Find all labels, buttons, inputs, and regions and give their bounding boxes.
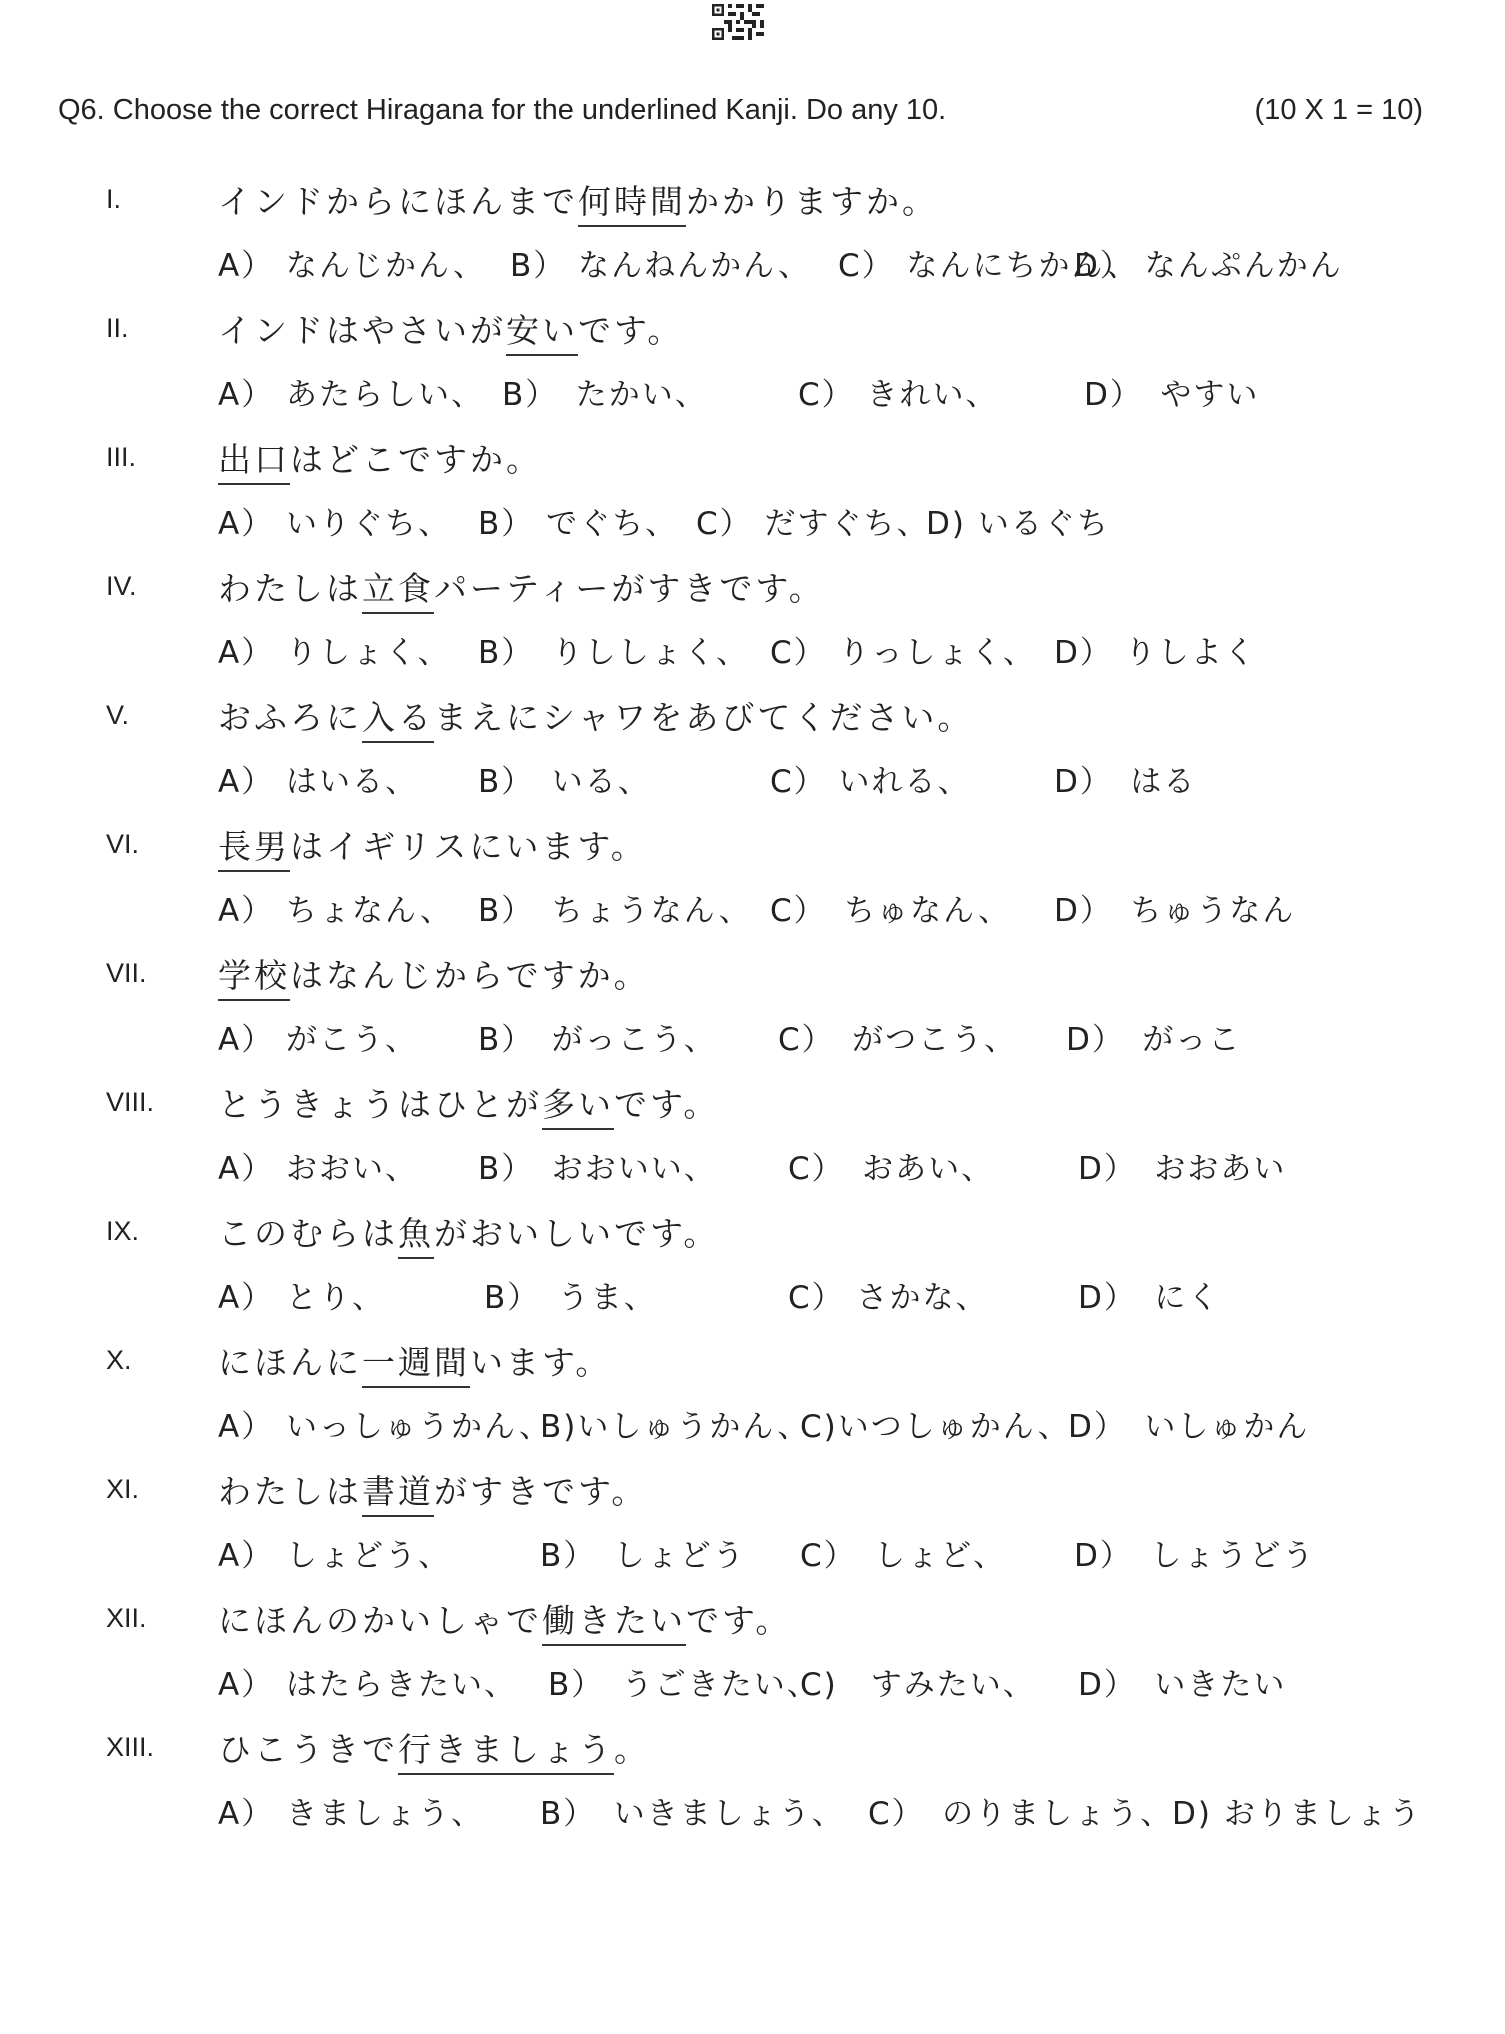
question-item [0,1331,1505,1460]
question-number: III. [106,442,137,472]
answer-option: B） うま、 [484,1280,657,1316]
question-number: II. [106,313,129,343]
answer-option: D） はる [1054,764,1197,800]
question-sentence [218,176,938,223]
sentence-text: がすきです。 [434,1472,648,1511]
sentence-text: インドからにほんまで [218,182,578,221]
answer-option: C） ちゅなん、 [770,893,1012,929]
answer-option: B)いしゅうかん、 [540,1409,811,1445]
question-number: IV. [106,571,137,601]
answer-option: C) すみたい、 [800,1667,1036,1703]
question-number: VIII. [106,1087,155,1117]
question-item [0,815,1505,944]
question-item [0,1073,1505,1202]
answer-options [0,1143,1505,1193]
answer-option: D） やすい [1084,377,1260,413]
answer-option: A） りしょく、 [218,635,451,671]
question-sentence [218,563,825,610]
underlined-kanji: 多い [542,1085,614,1130]
sentence-text: はイギリスにいます。 [290,827,647,866]
sentence-text: 。 [614,1730,650,1769]
question-sentence [218,1079,719,1126]
sentence-text: わたしは [218,569,362,608]
sentence-text: です。 [578,311,684,350]
answer-option: A） いりぐち、 [218,506,452,542]
question-sentence [218,1724,650,1771]
answer-options [0,627,1505,677]
answer-option: B） いる、 [478,764,651,800]
answer-option: D） いきたい [1078,1667,1287,1703]
answer-options [0,369,1505,419]
question-item [0,428,1505,557]
answer-option: A） ちょなん、 [218,893,453,929]
question-header [58,94,1423,127]
underlined-kanji: 一週間 [362,1343,470,1388]
answer-options [0,1401,1505,1451]
underlined-kanji: 働きたい [542,1601,686,1646]
question-item [0,1202,1505,1331]
question-item [0,944,1505,1073]
underlined-kanji: 何時間 [578,182,686,227]
answer-options [0,1530,1505,1580]
underlined-kanji: 出口 [218,440,290,485]
question-sentence [218,950,650,997]
answer-option: A） がこう、 [218,1022,419,1058]
underlined-kanji: 入る [362,698,434,743]
question-item [0,557,1505,686]
answer-option: A） なんじかん、 [218,248,486,284]
question-instruction: Q6. Choose the correct Hiragana for the underlined Kanji. Do any 10. [58,94,947,126]
sentence-text: はなんじからですか。 [290,956,650,995]
question-sentence [218,1595,791,1642]
answer-options [0,240,1505,290]
qr-code-icon [712,4,764,40]
underlined-kanji: 学校 [218,956,290,1001]
answer-option: A） おおい、 [218,1151,419,1187]
sentence-text: います。 [470,1343,612,1382]
answer-options [0,1014,1505,1064]
sentence-text: はどこですか。 [290,440,542,479]
answer-option: D） りしよく [1054,635,1257,671]
question-item [0,686,1505,815]
question-sentence [218,1208,719,1255]
sentence-text: インドはやさいが [218,311,506,350]
question-list [0,170,1505,1847]
sentence-text: パーティーがすきです。 [434,569,825,608]
question-number: XI. [106,1474,140,1504]
underlined-kanji: 安い [506,311,578,356]
answer-option: B） いきましょう、 [540,1796,845,1832]
sentence-text: にほんのかいしゃで [218,1601,542,1640]
sentence-text: わたしは [218,1472,362,1511]
question-sentence [218,1466,647,1513]
answer-option: B） でぐち、 [478,506,679,542]
question-item [0,299,1505,428]
question-number: V. [106,700,130,730]
answer-option: D） しょうどう [1074,1538,1316,1574]
answer-option: C） なんにちかん、 [838,248,1140,284]
answer-option: D） がっこ [1066,1022,1242,1058]
answer-options [0,1272,1505,1322]
answer-option: C） きれい、 [798,377,999,413]
question-item [0,1589,1505,1718]
answer-option: D） なんぷんかん [1074,248,1343,284]
answer-option: D） にく [1078,1280,1221,1316]
question-sentence [218,821,647,868]
answer-option: A） あたらしい、 [218,377,485,413]
answer-option: D) おりましょう [1172,1796,1422,1832]
answer-option: B） うごきたい、 [548,1667,820,1703]
answer-option: C） がつこう、 [778,1022,1018,1058]
question-sentence [218,434,542,481]
answer-option: C） だすぐち、 [696,506,930,542]
answer-option: D） おおあい [1078,1151,1287,1187]
question-sentence [218,692,973,739]
answer-options [0,885,1505,935]
answer-option: A） とり、 [218,1280,386,1316]
answer-option: B） おおいい、 [478,1151,717,1187]
answer-options [0,756,1505,806]
question-number: VI. [106,829,140,859]
answer-option: A） きましょう、 [218,1796,485,1832]
answer-option: A） いっしゅうかん、 [218,1409,552,1445]
answer-option: B） がっこう、 [478,1022,717,1058]
question-item [0,1718,1505,1847]
question-number: IX. [106,1216,140,1246]
sentence-text: ひこうきで [218,1730,398,1769]
answer-option: D） いしゅかん [1068,1409,1310,1445]
sentence-text: がおいしいです。 [434,1214,720,1253]
answer-option: C） りっしょく、 [770,635,1036,671]
question-number: VII. [106,958,147,988]
sentence-text: まえにシャワをあびてください。 [434,698,974,737]
underlined-kanji: 立食 [362,569,434,614]
answer-option: C)いつしゅかん、 [800,1409,1071,1445]
answer-option: B） ちょうなん、 [478,893,752,929]
question-number: X. [106,1345,132,1375]
question-number: I. [106,184,122,214]
answer-option: C） おあい、 [788,1151,995,1187]
question-number: XII. [106,1603,147,1633]
sentence-text: とうきょうはひとが [218,1085,542,1124]
underlined-kanji: 長男 [218,827,290,872]
question-sentence [218,305,683,352]
answer-option: B） りししょく、 [478,635,750,671]
answer-option: A） はたらきたい、 [218,1667,518,1703]
answer-option: C） さかな、 [788,1280,989,1316]
answer-option: B） なんねんかん、 [510,248,811,284]
question-marks: (10 X 1 = 10) [1254,94,1423,126]
answer-option: D) いるぐち [926,506,1110,542]
sentence-text: かかりますか。 [686,182,938,221]
answer-options [0,1788,1505,1838]
underlined-kanji: 魚 [398,1214,434,1259]
sentence-text: です。 [614,1085,720,1124]
answer-option: A） はいる、 [218,764,419,800]
answer-options [0,498,1505,548]
sentence-text: このむらは [218,1214,398,1253]
underlined-kanji: 書道 [362,1472,434,1517]
question-item [0,1460,1505,1589]
question-sentence [218,1337,611,1384]
sentence-text: おふろに [218,698,362,737]
answer-option: B） たかい、 [502,377,708,413]
answer-option: C） のりましょう、 [868,1796,1174,1832]
question-number: XIII. [106,1732,155,1762]
sentence-text: です。 [686,1601,792,1640]
answer-option: D） ちゅうなん [1054,893,1296,929]
underlined-kanji: 行きましょう [398,1730,614,1775]
question-item [0,170,1505,299]
answer-option: C） いれる、 [770,764,971,800]
answer-options [0,1659,1505,1709]
answer-option: A） しょどう、 [218,1538,452,1574]
answer-option: B） しょどう [540,1538,746,1574]
answer-option: C） しょど、 [800,1538,1007,1574]
sentence-text: にほんに [218,1343,362,1382]
